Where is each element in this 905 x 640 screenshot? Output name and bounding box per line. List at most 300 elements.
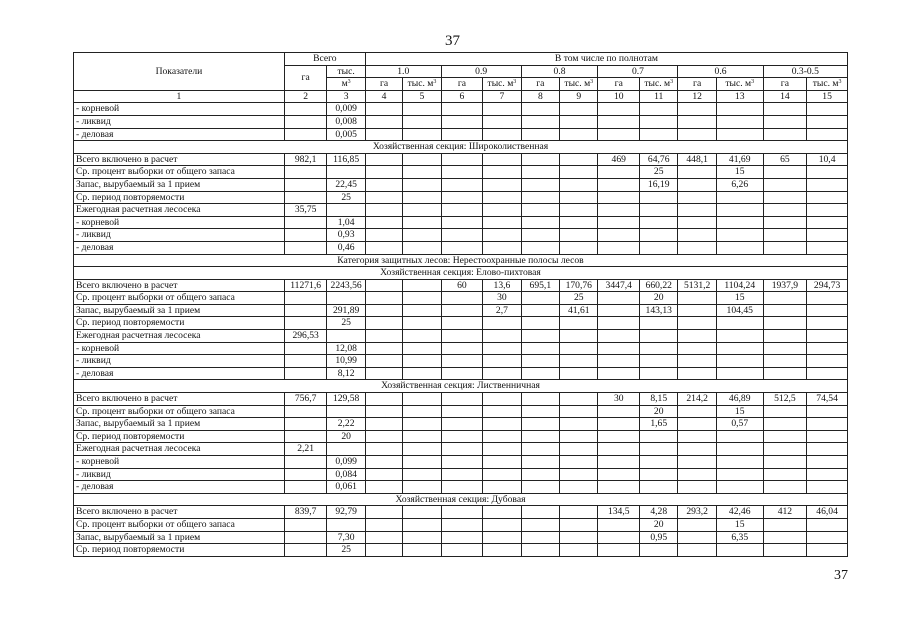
table-row — [74, 103, 848, 116]
table-cell — [716, 468, 763, 481]
table-cell — [678, 241, 716, 254]
header-unit-ha: га — [598, 78, 640, 91]
table-cell — [365, 166, 402, 179]
table-cell — [365, 468, 402, 481]
table-cell — [807, 216, 848, 229]
table-cell — [284, 468, 327, 481]
table-cell — [365, 506, 402, 519]
table-cell — [403, 393, 441, 406]
table-cell — [678, 481, 716, 494]
table-cell — [483, 544, 521, 557]
table-cell — [441, 355, 483, 368]
table-cell — [640, 115, 678, 128]
table-cell — [716, 342, 763, 355]
table-cell: 0,009 — [327, 103, 365, 116]
table-cell: 25 — [640, 166, 678, 179]
table-cell — [521, 115, 559, 128]
table-cell — [521, 317, 559, 330]
table-cell — [327, 166, 365, 179]
row-label: Запас, вырубаемый за 1 прием — [74, 418, 285, 431]
table-cell — [365, 128, 402, 141]
table-cell — [365, 531, 402, 544]
table-cell — [678, 456, 716, 469]
table-cell — [763, 216, 807, 229]
table-cell — [716, 443, 763, 456]
table-cell — [598, 367, 640, 380]
column-number: 11 — [640, 90, 678, 103]
table-cell — [716, 115, 763, 128]
header-unit-m3: $м^3$ — [327, 78, 365, 91]
table-cell — [763, 115, 807, 128]
table-cell — [598, 330, 640, 343]
table-cell — [327, 292, 365, 305]
table-row — [74, 241, 848, 254]
table-cell — [598, 481, 640, 494]
header-unit-thousand-m3: тыс. $м^3$ — [640, 78, 678, 91]
table-cell — [441, 330, 483, 343]
row-label: Ежегодная расчетная лесосека — [74, 204, 285, 217]
table-cell — [716, 456, 763, 469]
table-cell — [763, 430, 807, 443]
table-cell — [327, 330, 365, 343]
table-cell — [441, 405, 483, 418]
table-cell: 1937,9 — [763, 279, 807, 292]
table-cell — [441, 178, 483, 191]
table-cell — [678, 405, 716, 418]
table-row — [74, 481, 848, 494]
table-cell — [284, 518, 327, 531]
table-cell — [521, 304, 559, 317]
table-cell — [560, 393, 598, 406]
table-row — [74, 418, 848, 431]
header-density-4: 0.7 — [598, 65, 678, 78]
row-label: Ср. процент выборки от общего запаса — [74, 405, 285, 418]
header-unit-thousand-m3: тыс. $м^3$ — [807, 78, 848, 91]
table-cell — [640, 430, 678, 443]
table-cell — [483, 518, 521, 531]
table-cell — [807, 241, 848, 254]
table-cell: 143,13 — [640, 304, 678, 317]
table-cell — [716, 481, 763, 494]
table-cell — [807, 456, 848, 469]
row-label: - деловая — [74, 128, 285, 141]
header-density-1: 1.0 — [365, 65, 441, 78]
header-density-3: 0.8 — [521, 65, 598, 78]
table-cell — [441, 241, 483, 254]
table-cell — [763, 241, 807, 254]
table-row — [74, 342, 848, 355]
table-cell — [441, 468, 483, 481]
table-cell — [441, 518, 483, 531]
column-number: 10 — [598, 90, 640, 103]
table-cell — [560, 518, 598, 531]
table-cell: 296,53 — [284, 330, 327, 343]
table-cell: 25 — [327, 544, 365, 557]
table-cell — [403, 115, 441, 128]
header-unit-ha: га — [441, 78, 483, 91]
table-cell — [598, 405, 640, 418]
table-cell — [678, 317, 716, 330]
table-cell — [403, 216, 441, 229]
table-cell — [763, 355, 807, 368]
table-cell — [521, 456, 559, 469]
table-cell — [521, 544, 559, 557]
table-cell — [560, 418, 598, 431]
table-cell — [716, 191, 763, 204]
table-cell: 412 — [763, 506, 807, 519]
table-cell — [284, 317, 327, 330]
table-cell — [807, 468, 848, 481]
table-cell — [284, 241, 327, 254]
table-cell: 64,76 — [640, 153, 678, 166]
table-cell — [763, 342, 807, 355]
table-cell — [521, 443, 559, 456]
row-label: - деловая — [74, 241, 285, 254]
table-cell — [640, 544, 678, 557]
table-cell — [598, 241, 640, 254]
table-cell — [763, 166, 807, 179]
table-cell — [560, 481, 598, 494]
header-unit-ha: га — [365, 78, 402, 91]
table-cell: 25 — [327, 317, 365, 330]
table-cell — [403, 544, 441, 557]
table-cell — [678, 115, 716, 128]
column-number: 9 — [560, 90, 598, 103]
row-label: Запас, вырубаемый за 1 прием — [74, 304, 285, 317]
table-cell — [284, 456, 327, 469]
table-cell — [763, 330, 807, 343]
table-cell — [403, 204, 441, 217]
table-cell — [640, 342, 678, 355]
table-cell: 0,061 — [327, 481, 365, 494]
row-label: Ср. процент выборки от общего запаса — [74, 518, 285, 531]
table-cell — [403, 330, 441, 343]
table-cell: 25 — [327, 191, 365, 204]
table-cell — [678, 430, 716, 443]
table-cell — [560, 330, 598, 343]
table-cell — [678, 204, 716, 217]
table-row — [74, 204, 848, 217]
table-cell: 15 — [716, 518, 763, 531]
table-cell — [598, 191, 640, 204]
table-row — [74, 456, 848, 469]
table-row — [74, 229, 848, 242]
table-cell — [284, 128, 327, 141]
table-cell — [598, 355, 640, 368]
section-row — [74, 141, 848, 154]
table-cell — [716, 330, 763, 343]
table-cell: 74,54 — [807, 393, 848, 406]
column-number: 7 — [483, 90, 521, 103]
table-cell: 22,45 — [327, 178, 365, 191]
table-cell — [483, 128, 521, 141]
table-cell — [521, 518, 559, 531]
table-cell: 0,084 — [327, 468, 365, 481]
table-cell — [441, 393, 483, 406]
table-cell — [483, 241, 521, 254]
table-cell — [678, 367, 716, 380]
table-cell: 2243,56 — [327, 279, 365, 292]
table-cell: 25 — [560, 292, 598, 305]
table-cell — [640, 367, 678, 380]
table-cell — [403, 128, 441, 141]
table-cell: 214,2 — [678, 393, 716, 406]
row-label: - ликвид — [74, 468, 285, 481]
table-cell — [365, 115, 402, 128]
header-unit-thousand-m3: тыс. $м^3$ — [716, 78, 763, 91]
table-cell — [807, 166, 848, 179]
table-cell — [678, 191, 716, 204]
row-label: Запас, вырубаемый за 1 прием — [74, 178, 285, 191]
column-number: 1 — [74, 90, 285, 103]
table-cell — [678, 355, 716, 368]
table-cell — [763, 204, 807, 217]
table-cell — [365, 304, 402, 317]
table-cell: 41,69 — [716, 153, 763, 166]
table-row — [74, 166, 848, 179]
table-cell — [807, 518, 848, 531]
table-cell — [365, 481, 402, 494]
table-cell: 0,099 — [327, 456, 365, 469]
table-cell — [365, 216, 402, 229]
table-cell — [365, 279, 402, 292]
table-cell — [640, 241, 678, 254]
table-cell — [716, 128, 763, 141]
table-cell — [403, 418, 441, 431]
table-cell — [403, 518, 441, 531]
table-cell — [716, 241, 763, 254]
table-cell — [678, 330, 716, 343]
table-cell — [403, 241, 441, 254]
header-unit-thousand-m3: тыс. $м^3$ — [483, 78, 521, 91]
table-cell: 839,7 — [284, 506, 327, 519]
table-cell — [483, 481, 521, 494]
table-cell — [483, 229, 521, 242]
table-cell — [403, 355, 441, 368]
table-cell — [640, 443, 678, 456]
table-cell: 0,005 — [327, 128, 365, 141]
table-cell — [807, 367, 848, 380]
table-cell — [327, 204, 365, 217]
table-row — [74, 518, 848, 531]
column-number: 6 — [441, 90, 483, 103]
table-cell — [403, 468, 441, 481]
row-label: Ср. период повторяемости — [74, 430, 285, 443]
table-cell: 756,7 — [284, 393, 327, 406]
table-cell — [763, 103, 807, 116]
table-cell: 46,04 — [807, 506, 848, 519]
table-cell — [807, 128, 848, 141]
table-cell: 104,45 — [716, 304, 763, 317]
table-cell: 660,22 — [640, 279, 678, 292]
table-cell — [403, 103, 441, 116]
table-cell — [560, 367, 598, 380]
table-cell — [807, 178, 848, 191]
table-cell: 4,28 — [640, 506, 678, 519]
table-cell — [560, 229, 598, 242]
table-cell — [598, 518, 640, 531]
table-cell: 469 — [598, 153, 640, 166]
table-cell — [483, 204, 521, 217]
table-cell — [807, 115, 848, 128]
row-label: Всего включено в расчет — [74, 506, 285, 519]
table-row — [74, 304, 848, 317]
table-cell — [403, 506, 441, 519]
table-cell: 982,1 — [284, 153, 327, 166]
table-cell — [560, 506, 598, 519]
table-cell — [327, 443, 365, 456]
row-label: - ликвид — [74, 115, 285, 128]
table-cell — [560, 178, 598, 191]
table-cell: 11271,6 — [284, 279, 327, 292]
section-title: Хозяйственная секция: Широколиственная — [74, 141, 848, 154]
table-cell: 0,46 — [327, 241, 365, 254]
row-label: - ликвид — [74, 355, 285, 368]
table-cell — [763, 367, 807, 380]
table-row — [74, 544, 848, 557]
table-cell — [284, 216, 327, 229]
column-number: 4 — [365, 90, 402, 103]
table-cell — [678, 531, 716, 544]
table-cell — [441, 304, 483, 317]
table-cell: 10,4 — [807, 153, 848, 166]
table-cell — [483, 468, 521, 481]
table-cell: 12,08 — [327, 342, 365, 355]
row-label: Ср. период повторяемости — [74, 544, 285, 557]
table-cell — [763, 544, 807, 557]
table-cell — [365, 178, 402, 191]
table-cell — [807, 191, 848, 204]
table-cell — [365, 418, 402, 431]
table-cell — [483, 115, 521, 128]
table-cell — [560, 430, 598, 443]
table-cell — [807, 481, 848, 494]
table-cell — [441, 317, 483, 330]
table-cell — [560, 405, 598, 418]
table-cell — [560, 216, 598, 229]
table-cell: 3447,4 — [598, 279, 640, 292]
table-cell — [763, 128, 807, 141]
table-cell — [441, 191, 483, 204]
table-cell: 16,19 — [640, 178, 678, 191]
table-cell: 2,7 — [483, 304, 521, 317]
row-label: Всего включено в расчет — [74, 393, 285, 406]
section-title: Хозяйственная секция: Елово-пихтовая — [74, 267, 848, 280]
table-cell — [441, 481, 483, 494]
table-cell: 20 — [327, 430, 365, 443]
table-cell: 2,21 — [284, 443, 327, 456]
table-cell — [598, 443, 640, 456]
table-row — [74, 393, 848, 406]
table-cell — [483, 367, 521, 380]
row-label: Ежегодная расчетная лесосека — [74, 330, 285, 343]
table-cell — [598, 229, 640, 242]
header-density-6: 0.3-0.5 — [763, 65, 847, 78]
table-cell: 30 — [483, 292, 521, 305]
header-unit-thousand-m3: тыс. $м^3$ — [560, 78, 598, 91]
table-cell — [678, 292, 716, 305]
table-cell — [678, 128, 716, 141]
table-cell — [716, 355, 763, 368]
table-cell — [598, 216, 640, 229]
table-cell — [763, 292, 807, 305]
table-cell: 10,99 — [327, 355, 365, 368]
table-row — [74, 115, 848, 128]
table-cell — [521, 292, 559, 305]
table-cell — [598, 342, 640, 355]
header-unit-ha: га — [521, 78, 559, 91]
row-label: Ср. период повторяемости — [74, 317, 285, 330]
table-cell — [807, 304, 848, 317]
table-cell — [284, 115, 327, 128]
table-cell — [483, 430, 521, 443]
table-cell: 92,79 — [327, 506, 365, 519]
table-cell — [716, 367, 763, 380]
table-cell — [763, 481, 807, 494]
table-cell — [598, 544, 640, 557]
table-cell — [560, 355, 598, 368]
table-cell — [365, 443, 402, 456]
table-cell: 15 — [716, 292, 763, 305]
table-cell — [598, 456, 640, 469]
table-cell — [560, 317, 598, 330]
table-cell — [483, 166, 521, 179]
row-label: Ср. процент выборки от общего запаса — [74, 292, 285, 305]
table-cell — [807, 405, 848, 418]
table-row — [74, 128, 848, 141]
table-cell — [678, 418, 716, 431]
table-cell — [365, 456, 402, 469]
table-cell — [807, 292, 848, 305]
table-cell — [365, 367, 402, 380]
table-cell — [678, 342, 716, 355]
table-cell — [560, 191, 598, 204]
table-cell — [716, 544, 763, 557]
table-cell — [640, 128, 678, 141]
table-cell — [365, 393, 402, 406]
table-cell — [284, 405, 327, 418]
table-cell — [284, 342, 327, 355]
table-cell — [441, 418, 483, 431]
table-cell — [521, 204, 559, 217]
table-cell — [678, 544, 716, 557]
table-cell: 512,5 — [763, 393, 807, 406]
table-row — [74, 279, 848, 292]
table-cell — [678, 518, 716, 531]
table-row — [74, 191, 848, 204]
row-label: Ср. период повторяемости — [74, 191, 285, 204]
row-label: Всего включено в расчет — [74, 153, 285, 166]
table-cell — [365, 229, 402, 242]
table-cell: 65 — [763, 153, 807, 166]
table-cell — [403, 153, 441, 166]
table-cell — [640, 456, 678, 469]
table-cell — [284, 367, 327, 380]
table-cell — [483, 342, 521, 355]
table-cell — [807, 342, 848, 355]
column-number: 8 — [521, 90, 559, 103]
table-cell — [441, 456, 483, 469]
table-cell — [763, 443, 807, 456]
row-label: - ликвид — [74, 229, 285, 242]
table-cell — [403, 191, 441, 204]
table-cell — [403, 456, 441, 469]
table-cell — [403, 229, 441, 242]
table-cell — [560, 241, 598, 254]
table-cell — [483, 216, 521, 229]
section-row — [74, 267, 848, 280]
table-cell — [640, 216, 678, 229]
